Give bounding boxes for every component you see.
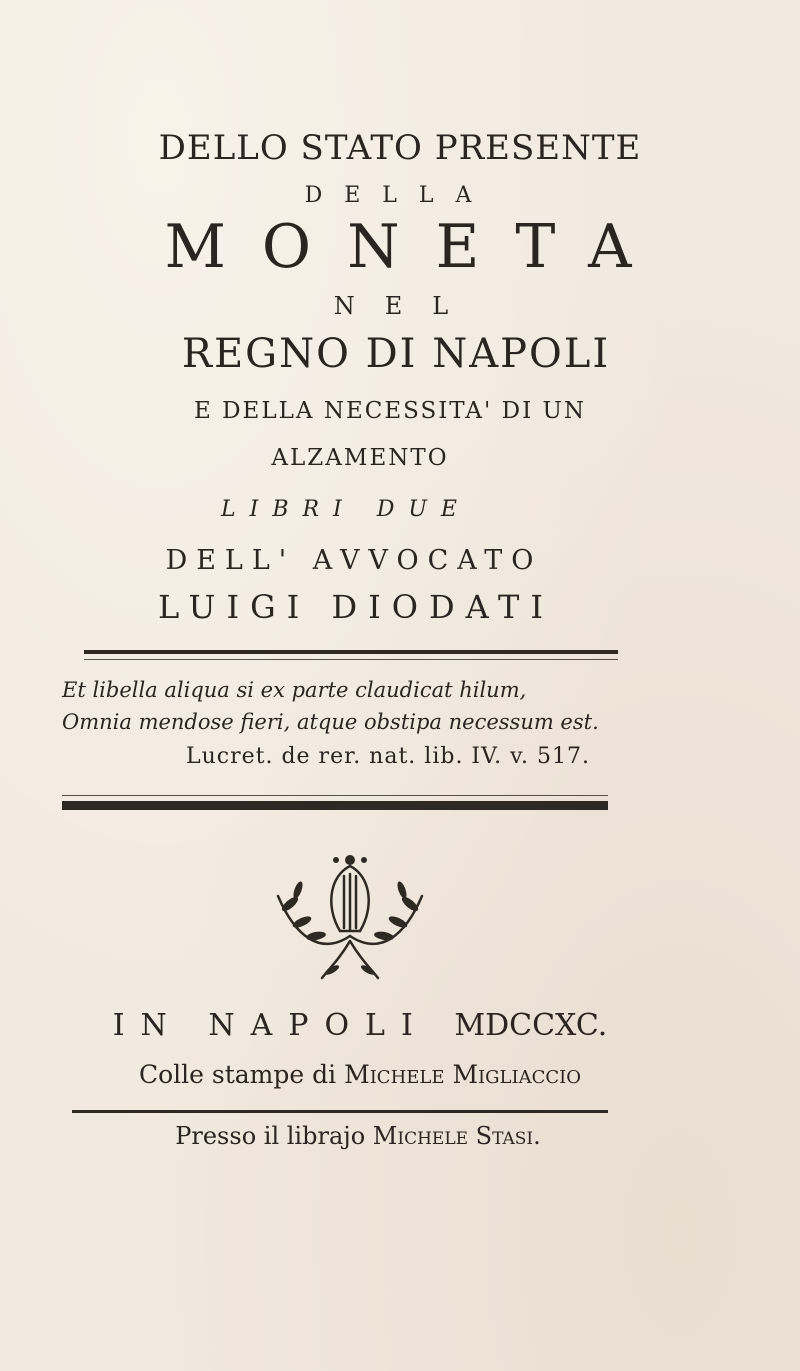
lyre-ornament-icon [270,846,430,986]
title-line-1: DELLO STATO PRESENTE [158,128,642,168]
divider-bottom [72,1110,608,1113]
epigraph-citation: Lucret. de rer. nat. lib. IV. v. 517. [186,744,590,769]
epigraph-line-2: Omnia mendose fieri, atque obstipa necessum est. [62,710,599,734]
imprint-place: IN NAPOLI [112,1008,429,1043]
imprint-year: MDCCXC. [454,1008,608,1043]
seller-name: Michele Stasi. [372,1122,541,1150]
epigraph-line-1: Et libella aliqua si ex parte claudicat hilum, [62,678,527,702]
divider-top-1 [84,650,618,654]
author-name: LUIGI DIODATI [157,588,554,626]
title-line-5: REGNO DI NAPOLI [181,331,611,377]
author-prefix: DELL' AVVOCATO [165,545,543,576]
printer-name: Michele Migliaccio [344,1060,582,1089]
imprint-printer-line [0,1060,760,1089]
title-line-6: E DELLA NECESSITA' DI UN [194,398,586,424]
divider-top-2 [84,659,618,660]
divider-mid-1 [62,795,608,796]
title-line-2: DELLA [304,183,494,208]
title-line-7: ALZAMENTO [271,445,449,471]
title-line-8: LIBRI DUE [221,497,471,522]
divider-mid-2 [62,801,608,810]
title-main: MONETA [164,212,668,282]
imprint-place-year [0,1008,760,1043]
title-line-4: NEL [333,292,479,320]
printer-prefix: Colle stampe di [138,1060,337,1089]
imprint-seller-line [0,1122,758,1150]
seller-prefix: Presso il librajo [175,1122,366,1150]
